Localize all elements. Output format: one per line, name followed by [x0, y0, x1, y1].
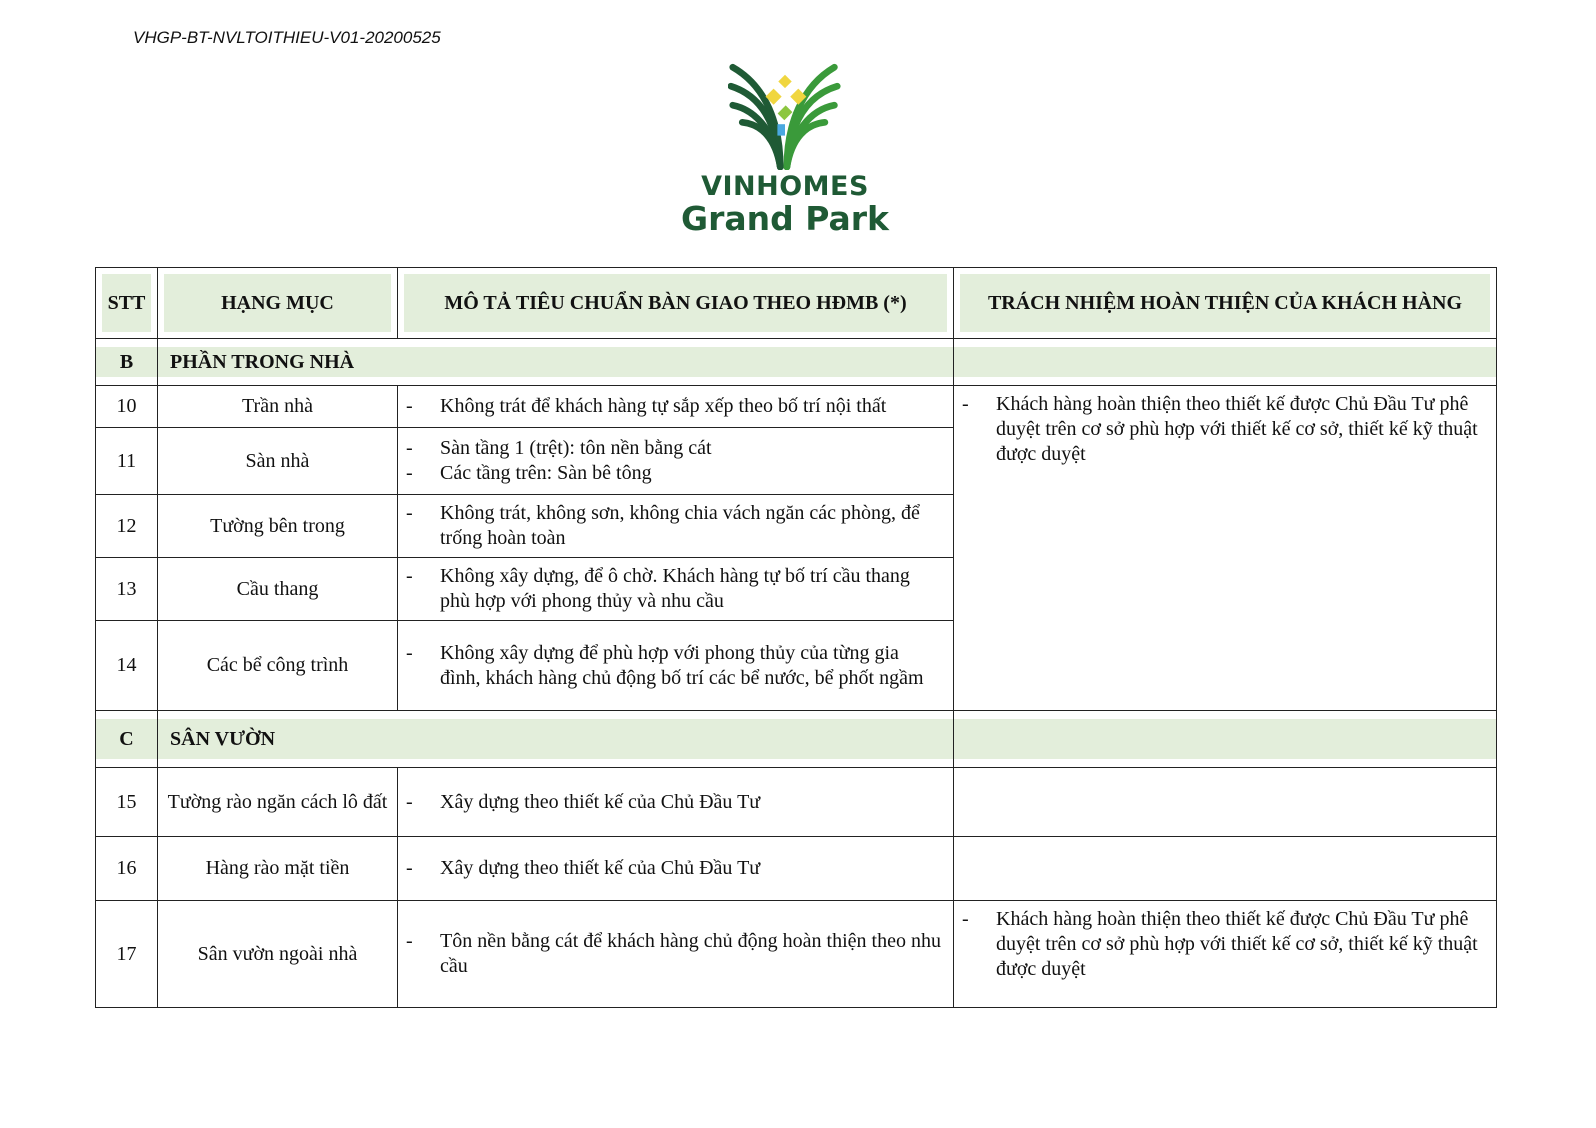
desc-item: - Tôn nền bằng cát để khách hàng chủ động hoàn thiện theo nhu cầu [406, 929, 943, 979]
row-description [398, 558, 954, 621]
section-code: B [96, 339, 158, 386]
responsibility-cell [954, 768, 1497, 837]
responsibility-cell [954, 386, 1497, 711]
row-description [398, 495, 954, 558]
vinhomes-logo [635, 48, 935, 237]
row-description [398, 621, 954, 711]
row-stt: 11 [96, 428, 158, 495]
row-stt: 16 [96, 837, 158, 901]
section-code: C [96, 711, 158, 768]
desc-item: - Xây dựng theo thiết kế của Chủ Đầu Tư [406, 856, 943, 881]
responsibility-cell [954, 837, 1497, 901]
header-responsibility: TRÁCH NHIỆM HOÀN THIỆN CỦA KHÁCH HÀNG [954, 268, 1497, 339]
row-item: Hàng rào mặt tiền [158, 837, 398, 901]
logo-line2: Grand Park [680, 199, 890, 238]
row-stt: 13 [96, 558, 158, 621]
row-stt: 14 [96, 621, 158, 711]
row-description [398, 901, 954, 1008]
header-stt: STT [96, 268, 158, 339]
handover-standards-table [95, 267, 1497, 1008]
table-row [96, 768, 1497, 837]
table-row [96, 386, 1497, 428]
row-item: Tường bên trong [158, 495, 398, 558]
section-title: SÂN VƯỜN [158, 711, 954, 768]
section-empty [954, 711, 1497, 768]
row-item: Cầu thang [158, 558, 398, 621]
palm-tree-logo-icon [728, 48, 842, 170]
row-item: Sân vườn ngoài nhà [158, 901, 398, 1008]
table-row [96, 901, 1497, 1008]
section-row-b [96, 339, 1497, 386]
desc-item: - Không trát, không sơn, không chia vách ngăn các phòng, để trống hoàn toàn [406, 501, 943, 551]
desc-item: - Sàn tầng 1 (trệt): tôn nền bằng cát [406, 436, 943, 461]
row-item: Trần nhà [158, 386, 398, 428]
table-header-row [96, 268, 1497, 339]
section-title: PHẦN TRONG NHÀ [158, 339, 954, 386]
section-row-c [96, 711, 1497, 768]
row-description [398, 428, 954, 495]
row-description [398, 768, 954, 837]
desc-item: - Không xây dựng, để ô chờ. Khách hàng tự bố trí cầu thang phù hợp với phong thủy và nhu cầu [406, 564, 943, 614]
responsibility-item: - Khách hàng hoàn thiện theo thiết kế được Chủ Đầu Tư phê duyệt trên cơ sở phù hợp với thiết kế cơ sở, thiết kế kỹ thuật được duyệt [962, 907, 1486, 982]
row-stt: 10 [96, 386, 158, 428]
row-description [398, 386, 954, 428]
row-stt: 17 [96, 901, 158, 1008]
header-description: MÔ TẢ TIÊU CHUẨN BÀN GIAO THEO HĐMB (*) [398, 268, 954, 339]
desc-item: - Xây dựng theo thiết kế của Chủ Đầu Tư [406, 790, 943, 815]
row-description [398, 837, 954, 901]
responsibility-item: - Khách hàng hoàn thiện theo thiết kế được Chủ Đầu Tư phê duyệt trên cơ sở phù hợp với thiết kế cơ sở, thiết kế kỹ thuật được duyệt [962, 392, 1486, 467]
responsibility-cell [954, 901, 1497, 1008]
desc-item: - Không trát để khách hàng tự sắp xếp theo bố trí nội thất [406, 394, 943, 419]
section-empty [954, 339, 1497, 386]
row-stt: 12 [96, 495, 158, 558]
row-stt: 15 [96, 768, 158, 837]
desc-item: - Không xây dựng để phù hợp với phong thủy của từng gia đình, khách hàng chủ động bố trí các bể nước, bể phốt ngầm [406, 641, 943, 691]
header-item: HẠNG MỤC [158, 268, 398, 339]
row-item: Sàn nhà [158, 428, 398, 495]
row-item: Các bể công trình [158, 621, 398, 711]
desc-item: - Các tầng trên: Sàn bê tông [406, 461, 943, 486]
logo-line1: VINHOMES [701, 171, 869, 202]
table-row [96, 837, 1497, 901]
row-item: Tường rào ngăn cách lô đất [158, 768, 398, 837]
document-code: VHGP-BT-NVLTOITHIEU-V01-20200525 [133, 28, 441, 47]
